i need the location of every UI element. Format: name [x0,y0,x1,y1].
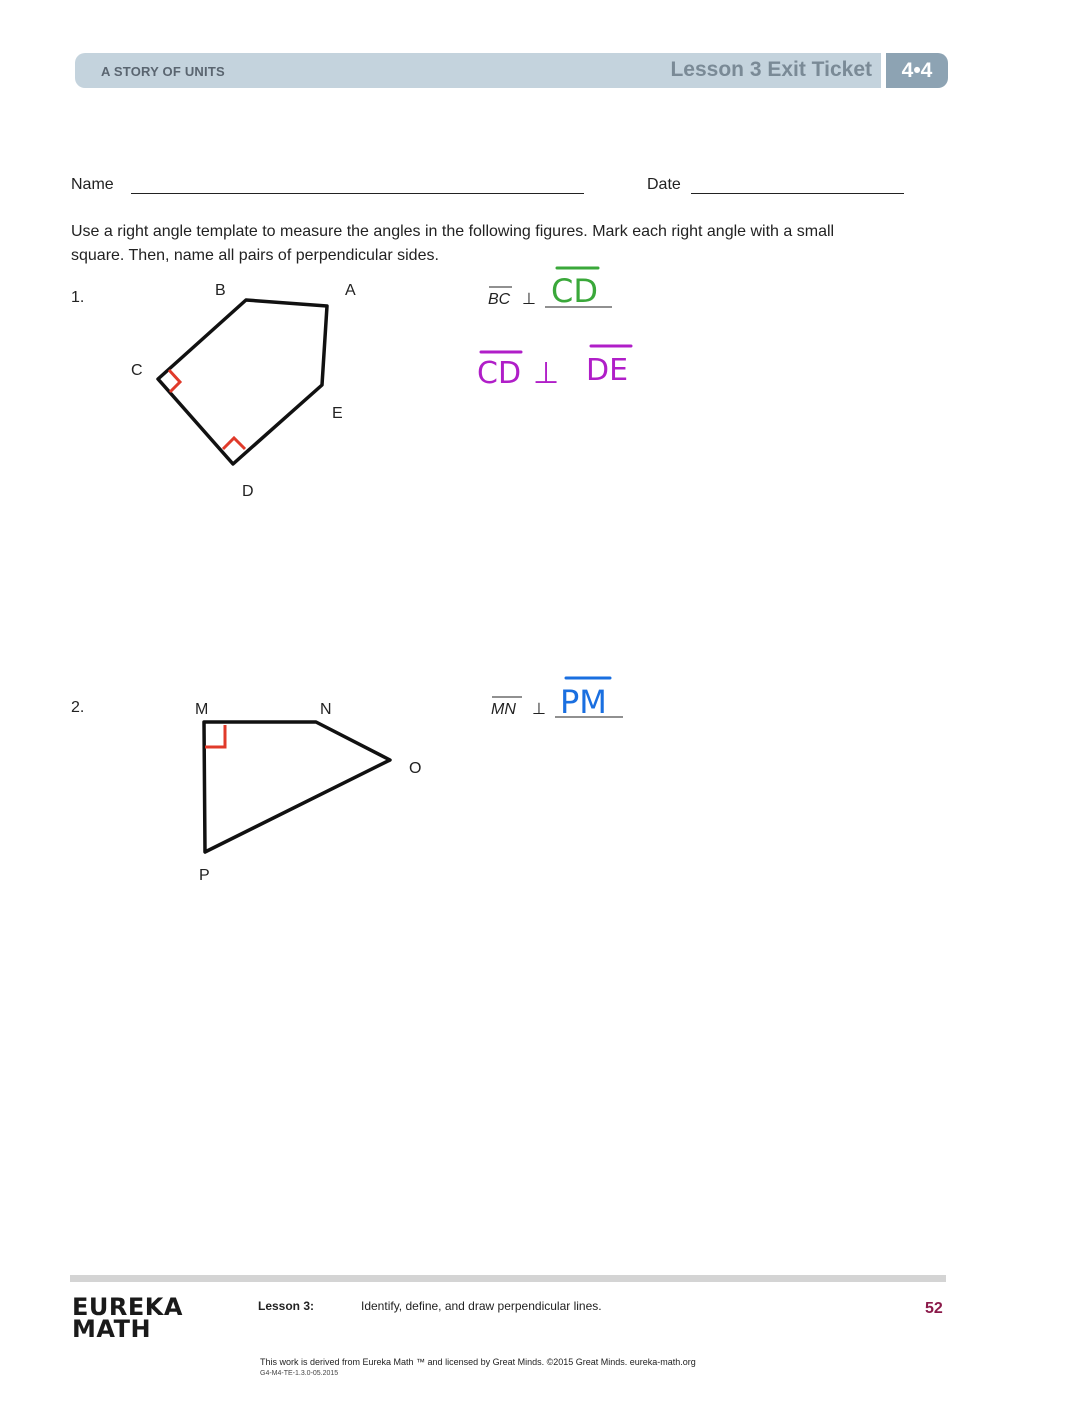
answer-de-purple: DE [586,353,629,388]
footer-code: G4-M4-TE-1.3.0-05.2015 [260,1370,339,1377]
logo-line-2: MATH [72,1315,152,1343]
perp-symbol-2: ⊥ [532,701,546,718]
answer-cd-purple: CD [477,356,522,391]
right-angle-mark-m [205,725,225,747]
answer-pm-blue: PM [560,683,607,721]
given-segment-bc: BC [488,291,511,308]
vertex-label-e: E [332,405,343,422]
page-number: 52 [925,1300,943,1317]
logo-line-1: EUREKA [72,1293,183,1321]
answer-cd-green: CD [551,272,598,310]
quadrilateral-mnop [204,722,390,852]
instructions-line-2: square. Then, name all pairs of perpendicular sides. [71,247,439,264]
answer-perp-purple: ⊥ [533,356,560,391]
vertex-label-m: M [195,701,209,718]
footer-rule [70,1275,946,1282]
vertex-label-a: A [345,282,356,299]
instructions-line-1: Use a right angle template to measure the angles in the following figures. Mark each right angle with a small [71,223,835,240]
footer-lesson-label: Lesson 3: [258,1299,315,1313]
vertex-label-b: B [215,282,226,299]
perp-symbol-1: ⊥ [522,291,536,308]
vertex-label-p: P [199,867,210,884]
vertex-label-n: N [320,701,332,718]
right-angle-mark-c [169,370,180,392]
given-segment-mn: MN [491,701,516,718]
footer-credit: This work is derived from Eureka Math ™ and licensed by Great Minds. ©2015 Great Minds. eureka-math.org [260,1357,696,1367]
eureka-math-logo [72,1293,183,1343]
date-label: Date [647,176,681,193]
vertex-label-c: C [131,362,143,379]
problem-1-number: 1. [71,289,85,306]
header-series: A STORY OF UNITS [101,64,225,79]
right-angle-mark-d [223,438,245,449]
vertex-label-d: D [242,483,254,500]
name-label: Name [71,176,114,193]
footer-lesson-description: Identify, define, and draw perpendicular lines. [361,1299,602,1313]
pentagon-abcde [158,300,327,464]
lesson-title: Lesson 3 Exit Ticket [670,58,872,81]
vertex-label-o: O [409,760,422,777]
module-badge: 4•4 [886,53,948,88]
problem-2-number: 2. [71,699,85,716]
